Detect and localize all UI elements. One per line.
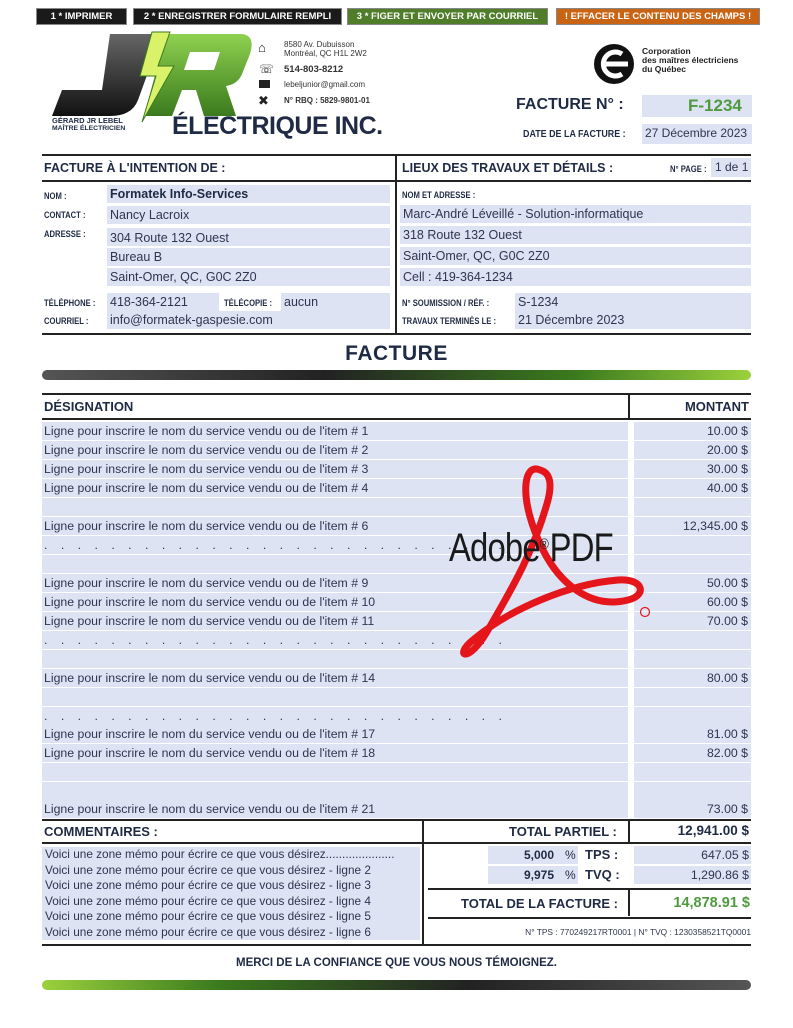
comment-line[interactable]: Voici une zone mémo pour écrire ce que vous désirez - ligne 6 bbox=[42, 925, 420, 941]
row-designation[interactable]: Ligne pour inscrire le nom du service vendu ou de l'item # 3 bbox=[42, 460, 628, 478]
row-designation[interactable]: Ligne pour inscrire le nom du service vendu ou de l'item # 21 bbox=[42, 800, 628, 818]
worksite-line2: 318 Route 132 Ouest bbox=[403, 228, 522, 242]
clear-fields-button[interactable]: ! EFFACER LE CONTENU DES CHAMPS ! bbox=[556, 8, 760, 25]
table-column-divider bbox=[628, 394, 630, 420]
row-designation[interactable]: Ligne pour inscrire le nom du service vendu ou de l'item # 2 bbox=[42, 441, 628, 459]
company-address-line2: Montréal, QC H1L 2W2 bbox=[284, 49, 367, 58]
page-number: 1 de 1 bbox=[715, 160, 749, 174]
owner-title: MAÎTRE ÉLECTRICIEN bbox=[52, 125, 126, 132]
row-designation[interactable]: . . . . . . . . . . . . . . . . . . . . . . . . . . . . bbox=[42, 707, 628, 725]
row-amount[interactable] bbox=[634, 707, 751, 725]
company-rbq: N° RBQ : 5829-9801-01 bbox=[284, 96, 370, 105]
company-logo bbox=[44, 30, 256, 125]
address-line2: Bureau B bbox=[110, 250, 163, 264]
row-designation[interactable]: Ligne pour inscrire le nom du service vendu ou de l'item # 10 bbox=[42, 593, 628, 611]
tvq-rate: 9,975 bbox=[524, 868, 555, 882]
phone-icon: ☏ bbox=[259, 62, 275, 76]
comment-line[interactable]: Voici une zone mémo pour écrire ce que vous désirez - ligne 4 bbox=[42, 894, 420, 910]
row-amount[interactable]: 80.00 $ bbox=[634, 669, 751, 687]
tps: 647.05 $ bbox=[701, 848, 749, 862]
header-bottom-rule bbox=[42, 333, 751, 335]
table-row bbox=[42, 669, 751, 687]
total-bottom-rule bbox=[428, 917, 751, 919]
invoice-number: F-1234 bbox=[688, 96, 742, 115]
subtotal: 12,941.00 $ bbox=[677, 823, 749, 838]
row-designation[interactable]: Ligne pour inscrire le nom du service vendu ou de l'item # 11 bbox=[42, 612, 628, 630]
table-row bbox=[42, 725, 751, 743]
row-amount[interactable]: 50.00 $ bbox=[634, 574, 751, 592]
document-title: FACTURE bbox=[345, 342, 448, 365]
company-phone: 514-803-8212 bbox=[284, 64, 344, 75]
worksite-line4: Cell : 419-364-1234 bbox=[403, 270, 513, 284]
subtotal-divider bbox=[628, 820, 630, 842]
row-designation[interactable]: Ligne pour inscrire le nom du service vendu ou de l'item # 9 bbox=[42, 574, 628, 592]
table-row bbox=[42, 800, 751, 818]
title-gradient-bar bbox=[42, 370, 751, 380]
tps-label: TPS : bbox=[585, 847, 619, 862]
done-date-label: TRAVAUX TERMINÉS LE : bbox=[402, 316, 497, 326]
tvq-label: TVQ : bbox=[585, 867, 620, 882]
table-top-rule bbox=[42, 393, 751, 395]
email-label: COURRIEL : bbox=[44, 316, 89, 326]
row-designation[interactable]: . . . . . . . . . . . . . . . . . . . . . . . . . . . . bbox=[42, 536, 628, 554]
amount-header: MONTANT bbox=[684, 399, 749, 414]
row-designation[interactable]: . . . . . . . . . . . . . . . . . . . . . . . . . . . . bbox=[42, 631, 628, 649]
address-label: ADRESSE : bbox=[44, 229, 86, 239]
table-row bbox=[42, 744, 751, 762]
comment-line[interactable]: Voici une zone mémo pour écrire ce que vous désirez - ligne 2 bbox=[42, 863, 420, 879]
row-amount[interactable]: 20.00 $ bbox=[634, 441, 751, 459]
home-icon: ⌂ bbox=[258, 40, 266, 55]
comments-bottom-rule bbox=[42, 944, 751, 946]
row-amount[interactable]: 73.00 $ bbox=[634, 800, 751, 818]
invoice-number-label: FACTURE N° : bbox=[516, 96, 624, 113]
row-designation[interactable]: Ligne pour inscrire le nom du service vendu ou de l'item # 18 bbox=[42, 744, 628, 762]
tvq-percent: % bbox=[565, 868, 576, 882]
address-line1: 304 Route 132 Ouest bbox=[110, 231, 229, 245]
footer-gradient-bar bbox=[42, 980, 751, 990]
row-designation[interactable] bbox=[42, 782, 628, 800]
row-amount[interactable]: 12,345.00 $ bbox=[634, 517, 751, 535]
mail-icon bbox=[259, 80, 270, 88]
row-designation[interactable] bbox=[42, 688, 628, 706]
row-amount[interactable]: 82.00 $ bbox=[634, 744, 751, 762]
watermark-registered: ® bbox=[539, 536, 549, 553]
comments-divider bbox=[422, 820, 424, 944]
row-amount[interactable]: 70.00 $ bbox=[634, 612, 751, 630]
table-row bbox=[42, 763, 751, 781]
company-email: lebeljunior@gmail.com bbox=[284, 80, 366, 89]
row-designation[interactable]: Ligne pour inscrire le nom du service vendu ou de l'item # 4 bbox=[42, 479, 628, 497]
tps-rate: 5,000 bbox=[524, 848, 555, 862]
row-amount[interactable]: 81.00 $ bbox=[634, 725, 751, 743]
row-designation[interactable] bbox=[42, 763, 628, 781]
row-amount[interactable]: 30.00 $ bbox=[634, 460, 751, 478]
worksite-line1: Marc-André Léveillé - Solution-informatique bbox=[403, 207, 644, 221]
corporation-line2: des maîtres électriciens bbox=[642, 55, 739, 65]
company-name: ÉLECTRIQUE INC. bbox=[172, 112, 383, 140]
section-divider bbox=[395, 155, 397, 334]
table-row bbox=[42, 782, 751, 800]
watermark-adobe: Adobe bbox=[449, 526, 540, 570]
invoice-date-label: DATE DE LA FACTURE : bbox=[523, 128, 626, 140]
watermark-text bbox=[449, 526, 613, 571]
name-address-label: NOM ET ADRESSE : bbox=[402, 190, 476, 200]
footer-message: MERCI DE LA CONFIANCE QUE VOUS NOUS TÉMOIGNEZ. bbox=[236, 957, 557, 969]
tax-numbers: N° TPS : 770249217RT0001 | N° TVQ : 1230358521TQ0001 bbox=[525, 927, 751, 937]
comment-line[interactable]: Voici une zone mémo pour écrire ce que vous désirez - ligne 3 bbox=[42, 878, 420, 894]
invoice-total: 14,878.91 $ bbox=[673, 895, 750, 911]
total-divider bbox=[628, 889, 630, 916]
done-date: 21 Décembre 2023 bbox=[518, 313, 625, 327]
company-address-line1: 8580 Av. Dubuisson bbox=[284, 40, 355, 49]
quote-label: N° SOUMISSION / RÉF. : bbox=[402, 298, 490, 308]
comments-title: COMMENTAIRES : bbox=[44, 824, 158, 839]
row-amount[interactable]: 60.00 $ bbox=[634, 593, 751, 611]
comment-line[interactable]: Voici une zone mémo pour écrire ce que vous désirez..................... bbox=[42, 847, 420, 863]
page-number-label: N° PAGE : bbox=[670, 164, 707, 174]
row-amount[interactable] bbox=[634, 782, 751, 800]
corporation-line3: du Québec bbox=[642, 64, 686, 74]
corporation-logo-icon bbox=[592, 42, 636, 86]
table-row bbox=[42, 707, 751, 725]
send-email-button[interactable]: 3 * FIGER ET ENVOYER PAR COURRIEL bbox=[347, 8, 548, 25]
client-fax: aucun bbox=[284, 295, 319, 309]
watermark-pdf: PDF bbox=[549, 526, 613, 570]
table-row bbox=[42, 441, 751, 459]
print-button[interactable]: 1 * IMPRIMER bbox=[36, 8, 127, 25]
client-email: info@formatek-gaspesie.com bbox=[110, 313, 273, 327]
row-designation[interactable]: Ligne pour inscrire le nom du service vendu ou de l'item # 17 bbox=[42, 725, 628, 743]
totals-rule bbox=[428, 888, 751, 890]
worksite-line3: Saint-Omer, QC, G0C 2Z0 bbox=[403, 249, 550, 263]
phone-label: TÉLÉPHONE : bbox=[44, 298, 96, 308]
comments-header-rule bbox=[42, 842, 751, 844]
row-amount[interactable]: 40.00 $ bbox=[634, 479, 751, 497]
header-mid-rule bbox=[42, 180, 751, 182]
tvq: 1,290.86 $ bbox=[690, 868, 749, 882]
designation-header: DÉSIGNATION bbox=[44, 399, 134, 414]
contact-label: CONTACT : bbox=[44, 210, 86, 220]
worksite-title: LIEUX DES TRAVAUX ET DÉTAILS : bbox=[402, 161, 614, 175]
row-amount[interactable] bbox=[634, 763, 751, 781]
owner-name: GÉRARD JR LEBEL bbox=[52, 116, 123, 125]
header-top-rule bbox=[42, 154, 751, 156]
fax-label: TÉLÉCOPIE : bbox=[224, 298, 273, 308]
table-row bbox=[42, 422, 751, 440]
address-line3: Saint-Omer, QC, G0C 2Z0 bbox=[110, 270, 257, 284]
comment-line[interactable]: Voici une zone mémo pour écrire ce que vous désirez - ligne 5 bbox=[42, 909, 420, 925]
table-row bbox=[42, 688, 751, 706]
comments-top-rule bbox=[42, 819, 751, 821]
quote: S-1234 bbox=[518, 295, 559, 309]
total-label: TOTAL DE LA FACTURE : bbox=[461, 896, 618, 911]
client-phone: 418-364-2121 bbox=[110, 295, 188, 309]
contact: Nancy Lacroix bbox=[110, 208, 190, 222]
row-amount[interactable] bbox=[634, 688, 751, 706]
billto-title: FACTURE À L'INTENTION DE : bbox=[44, 161, 226, 175]
tools-icon: ✖ bbox=[258, 93, 269, 108]
corporation-line1: Corporation bbox=[642, 46, 691, 56]
row-designation[interactable]: Ligne pour inscrire le nom du service vendu ou de l'item # 14 bbox=[42, 669, 628, 687]
client-name: Formatek Info-Services bbox=[110, 187, 249, 201]
row-designation[interactable]: Ligne pour inscrire le nom du service vendu ou de l'item # 6 bbox=[42, 517, 628, 535]
table-header-rule bbox=[42, 418, 751, 420]
tps-percent: % bbox=[565, 848, 576, 862]
client-name-label: NOM : bbox=[44, 191, 67, 201]
invoice-date: 27 Décembre 2023 bbox=[645, 126, 748, 140]
row-designation[interactable]: Ligne pour inscrire le nom du service vendu ou de l'item # 1 bbox=[42, 422, 628, 440]
save-form-button[interactable]: 2 * ENREGISTRER FORMULAIRE REMPLI bbox=[133, 8, 342, 25]
row-amount[interactable]: 10.00 $ bbox=[634, 422, 751, 440]
subtotal-label: TOTAL PARTIEL : bbox=[509, 824, 617, 839]
